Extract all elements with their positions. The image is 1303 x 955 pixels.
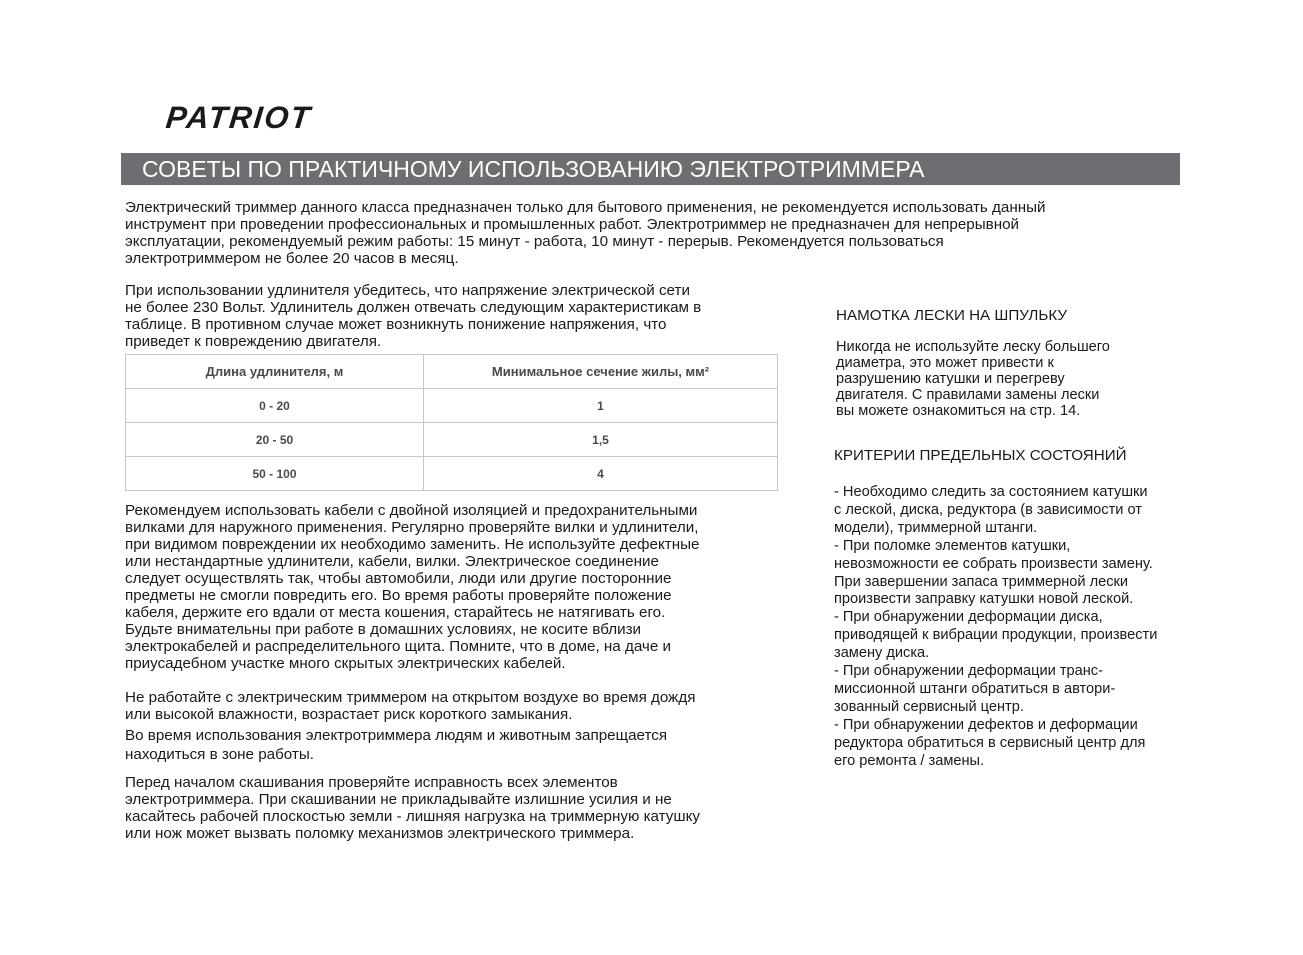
table-row bbox=[126, 457, 778, 491]
text-line: электрокабелей и распределительного щита. Помните, что в доме, на даче и bbox=[125, 638, 671, 655]
text-line: невозможности ее собрать произвести замену. bbox=[834, 555, 1153, 572]
text-line: касайтесь рабочей плоскостью земли - лишняя нагрузка на триммерную катушку bbox=[125, 808, 700, 825]
text-line: зованный сервисный центр. bbox=[834, 698, 1024, 715]
text-line: инструмент при проведении профессиональных и промышленных работ. Электротриммер не предназначен для непрерывной bbox=[125, 216, 1020, 233]
text-line: предметы не смогли повредить его. Во время работы проверяйте положение bbox=[125, 587, 672, 604]
page-title: СОВЕТЫ ПО ПРАКТИЧНОМУ ИСПОЛЬЗОВАНИЮ ЭЛЕКТРОТРИММЕРА bbox=[121, 153, 1180, 185]
text-line: или нестандартные удлинители, кабели, вилки. Электрическое соединение bbox=[125, 553, 659, 570]
text-line: не более 230 Вольт. Удлинитель должен отвечать следующим характеристикам в bbox=[125, 299, 702, 316]
text-line: При завершении запаса триммерной лески bbox=[834, 573, 1129, 590]
text-line: приусадебном участке много скрытых электрических кабелей. bbox=[125, 655, 566, 672]
text-line: Не работайте с электрическим триммером на открытом воздухе во время дождя bbox=[125, 689, 696, 706]
table-cell: 0 - 20 bbox=[126, 389, 424, 423]
text-line: Электрический триммер данного класса предназначен только для бытового применения, не рекомендуется использовать данный bbox=[125, 199, 1046, 216]
rain-warning-paragraph bbox=[125, 689, 795, 723]
table-row bbox=[126, 423, 778, 457]
text-line: эксплуатации, рекомендуемый режим работы: 15 минут - работа, 10 минут - перерыв. Рекомендуется пользоваться bbox=[125, 233, 944, 250]
text-line: При использовании удлинителя убедитесь, что напряжение электрической сети bbox=[125, 282, 690, 299]
text-line: с леской, диска, редуктора (в зависимости от bbox=[834, 501, 1142, 518]
text-line: - При обнаружении дефектов и деформации bbox=[834, 716, 1138, 733]
winding-heading: НАМОТКА ЛЕСКИ НА ШПУЛЬКУ bbox=[836, 307, 1067, 324]
text-line: или высокой влажности, возрастает риск короткого замыкания. bbox=[125, 706, 573, 723]
extension-paragraph bbox=[125, 282, 795, 350]
text-line: замену диска. bbox=[834, 645, 930, 662]
text-line: электротриммера. При скашивании не прикладывайте излишние усилия и не bbox=[125, 791, 672, 808]
text-line: таблице. В противном случае может возникнуть понижение напряжения, что bbox=[125, 316, 667, 333]
text-line: Будьте внимательны при работе в домашних условиях, не косите вблизи bbox=[125, 621, 642, 638]
text-line: электротриммером не более 20 часов в месяц. bbox=[125, 250, 459, 267]
text-line: - При обнаружении деформации транс- bbox=[834, 663, 1103, 680]
text-line: двигателя. С правилами замены лески bbox=[836, 387, 1100, 403]
text-line: разрушению катушки и перегреву bbox=[836, 371, 1065, 387]
text-line: вы можете ознакомиться на стр. 14. bbox=[836, 403, 1081, 419]
table-cell: 1,5 bbox=[424, 423, 778, 457]
text-line: Рекомендуем использовать кабели с двойной изоляцией и предохранительными bbox=[125, 502, 698, 519]
text-line: при видимом повреждении их необходимо заменить. Не используйте дефектные bbox=[125, 536, 700, 553]
text-line: модели), триммерной штанги. bbox=[834, 519, 1038, 536]
table-cell: 1 bbox=[424, 389, 778, 423]
text-line: следует осуществлять так, чтобы автомобили, люди или другие посторонние bbox=[125, 570, 672, 587]
text-line: Во время использования электротриммера людям и животным запрещается bbox=[125, 727, 668, 744]
text-line: - При поломке элементов катушки, bbox=[834, 537, 1071, 554]
extension-cable-table bbox=[125, 354, 778, 491]
text-line: находиться в зоне работы. bbox=[125, 746, 314, 763]
intro-paragraph bbox=[125, 199, 1185, 267]
table-header-row bbox=[126, 355, 778, 389]
table-row bbox=[126, 389, 778, 423]
table-cell: 50 - 100 bbox=[126, 457, 424, 491]
text-line: Никогда не используйте леску большего bbox=[836, 339, 1110, 355]
winding-paragraph bbox=[836, 339, 1176, 419]
text-line: кабеля, держите его вдали от места кошения, старайтесь не натягивать его. bbox=[125, 604, 666, 621]
table-cell: 20 - 50 bbox=[126, 423, 424, 457]
text-line: приведет к повреждению двигателя. bbox=[125, 333, 382, 350]
criteria-heading: КРИТЕРИИ ПРЕДЕЛЬНЫХ СОСТОЯНИЙ bbox=[834, 447, 1127, 464]
text-line: - При обнаружении деформации диска, bbox=[834, 609, 1103, 626]
text-line: его ремонта / замены. bbox=[834, 752, 985, 769]
column-header-section: Минимальное сечение жилы, мм² bbox=[424, 355, 778, 389]
text-line: миссионной штанги обратиться в автори- bbox=[834, 680, 1116, 697]
text-line: диаметра, это может привести к bbox=[836, 355, 1054, 371]
animals-warning-paragraph bbox=[125, 726, 795, 764]
text-line: - Необходимо следить за состоянием катушки bbox=[834, 484, 1148, 500]
text-line: редуктора обратиться в сервисный центр для bbox=[834, 734, 1146, 751]
text-line: произвести заправку катушки новой леской. bbox=[834, 591, 1134, 608]
text-line: приводящей к вибрации продукции, произвести bbox=[834, 627, 1158, 644]
text-line: вилками для наружного применения. Регулярно проверяйте вилки и удлинители, bbox=[125, 519, 699, 536]
text-line: или нож может вызвать поломку механизмов электрического триммера. bbox=[125, 825, 635, 842]
criteria-list bbox=[834, 484, 1204, 771]
cable-safety-paragraph bbox=[125, 502, 795, 672]
table-cell: 4 bbox=[424, 457, 778, 491]
patriot-logo: PATRIOT bbox=[164, 100, 314, 135]
text-line: Перед началом скашивания проверяйте исправность всех элементов bbox=[125, 774, 618, 791]
pre-mowing-check-paragraph bbox=[125, 774, 795, 842]
column-header-length: Длина удлинителя, м bbox=[126, 355, 424, 389]
